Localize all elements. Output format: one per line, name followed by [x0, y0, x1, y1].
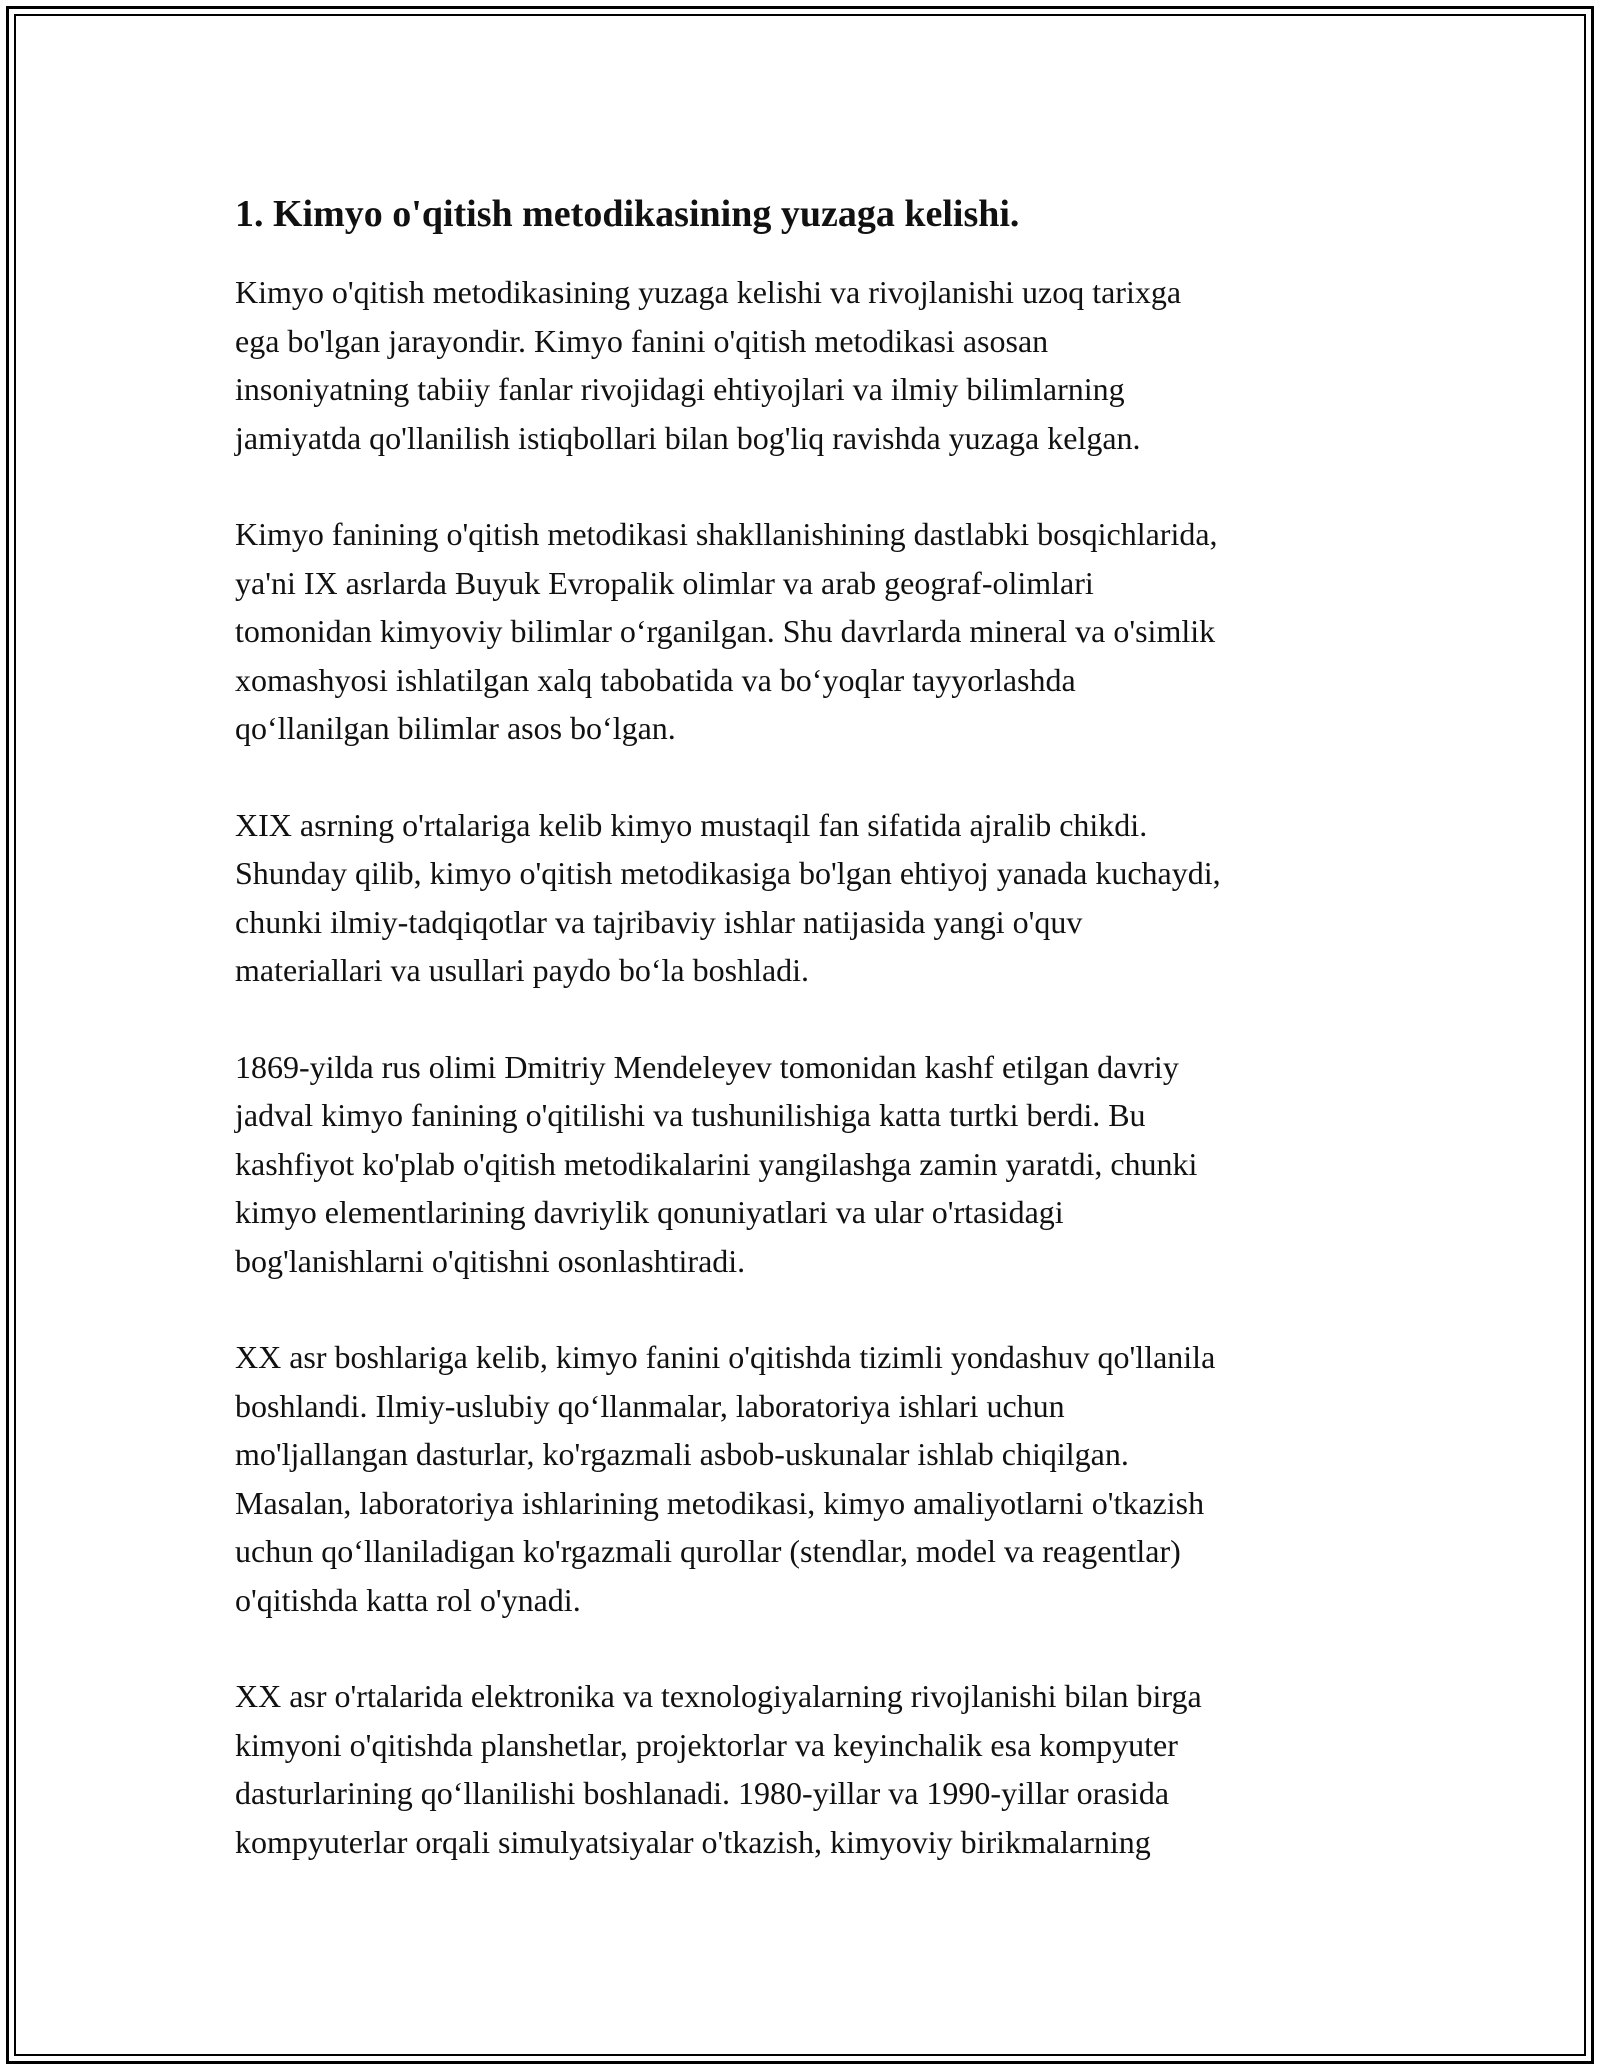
document-body: [235, 188, 1385, 1914]
text-line: Masalan, laboratoriya ishlarining metodikasi, kimyo amaliyotlarni o'tkazish: [235, 1484, 1205, 1521]
text-line: qo‘llanilgan bilimlar asos bo‘lgan.: [235, 710, 676, 746]
text-line: XIX asrning o'rtalariga kelib kimyo mustaqil fan sifatida ajralib chikdi.: [235, 806, 1148, 843]
text-line: kimyo elementlarining davriylik qonuniyatlari va ular o'rtasidagi: [235, 1194, 1064, 1230]
text-line: uchun qo‘llaniladigan ko'rgazmali qurollar (stendlar, model va reagentlar): [235, 1533, 1181, 1569]
text-line: ya'ni IX asrlarda Buyuk Evropalik olimlar va arab geograf-olimlari: [235, 564, 1094, 601]
text-line: jamiyatda qo'llanilish istiqbollari bilan bog'liq ravishda yuzaga kelgan.: [235, 419, 1141, 456]
paragraph-2: [235, 510, 1385, 753]
text-line: kompyuterlar orqali simulyatsiyalar o'tkazish, kimyoviy birikmalarning: [235, 1823, 1151, 1860]
text-line: jadval kimyo fanining o'qitilishi va tushunilishiga katta turtki berdi. Bu: [235, 1097, 1146, 1133]
paragraph-5: [235, 1333, 1385, 1624]
text-line: Kimyo fanining o'qitish metodikasi shakllanishining dastlabki bosqichlarida,: [235, 516, 1218, 552]
paragraph-3: [235, 801, 1385, 995]
text-line: kashfiyot ko'plab o'qitish metodikalarini yangilashga zamin yaratdi, chunki: [235, 1145, 1198, 1182]
text-line: kimyoni o'qitishda planshetlar, projektorlar va keyinchalik esa kompyuter: [235, 1726, 1178, 1763]
text-line: boshlandi. Ilmiy-uslubiy qo‘llanmalar, laboratoriya ishlari uchun: [235, 1387, 1065, 1424]
paragraph-1: [235, 268, 1385, 462]
text-line: 1869-yilda rus olimi Dmitriy Mendeleyev tomonidan kashf etilgan davriy: [235, 1048, 1179, 1085]
text-line: ega bo'lgan jarayondir. Kimyo fanini o'qitish metodikasi asosan: [235, 322, 1049, 359]
text-line: o'qitishda katta rol o'ynadi.: [235, 1581, 581, 1618]
section-heading: 1. Kimyo o'qitish metodikasining yuzaga kelishi.: [235, 193, 1020, 235]
text-line: Shunday qilib, kimyo o'qitish metodikasiga bo'lgan ehtiyoj yanada kuchaydi,: [235, 855, 1221, 891]
text-line: dasturlarining qo‘llanilishi boshlanadi. 1980-yillar va 1990-yillar orasida: [235, 1775, 1170, 1811]
text-line: Kimyo o'qitish metodikasining yuzaga kelishi va rivojlanishi uzoq tarixga: [235, 274, 1182, 310]
text-line: insoniyatning tabiiy fanlar rivojidagi ehtiyojlari va ilmiy bilimlarning: [235, 371, 1125, 407]
paragraph-4: [235, 1043, 1385, 1286]
text-line: materiallari va usullari paydo bo‘la boshladi.: [235, 952, 810, 988]
paragraph-6: [235, 1672, 1385, 1866]
text-line: XX asr o'rtalarida elektronika va texnologiyalarning rivojlanishi bilan birga: [235, 1678, 1202, 1714]
text-line: bog'lanishlarni o'qitishni osonlashtiradi.: [235, 1242, 746, 1279]
text-line: mo'ljallangan dasturlar, ko'rgazmali asbob-uskunalar ishlab chiqilgan.: [235, 1436, 1129, 1472]
text-line: XX asr boshlariga kelib, kimyo fanini o'qitishda tizimli yondashuv qo'llanila: [235, 1339, 1216, 1375]
text-line: tomonidan kimyoviy bilimlar o‘rganilgan. Shu davrlarda mineral va o'simlik: [235, 613, 1216, 649]
text-line: xomashyosi ishlatilgan xalq tabobatida va bo‘yoqlar tayyorlashda: [235, 661, 1076, 698]
text-line: chunki ilmiy-tadqiqotlar va tajribaviy ishlar natijasida yangi o'quv: [235, 903, 1083, 940]
